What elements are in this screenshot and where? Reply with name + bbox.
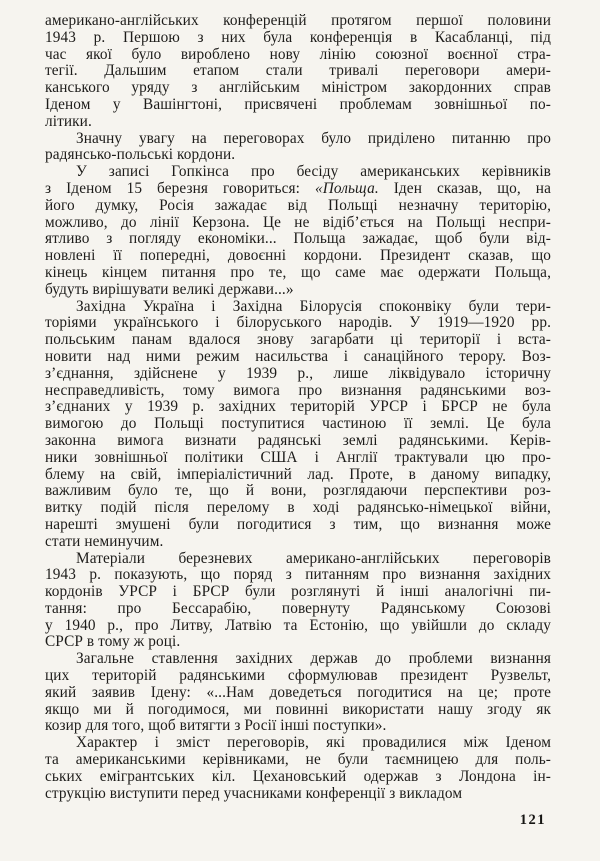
text-line: американо-англійських конференцій протягом першої половини bbox=[45, 13, 551, 29]
text-line: та американськими керівниками, не були таємницею для поль- bbox=[45, 752, 551, 769]
text-line: стати неминучим. bbox=[45, 533, 164, 550]
text-line: польським панам вдалося знову загарбати ці території і вста- bbox=[45, 332, 551, 349]
text-line: Іденом у Вашінгтоні, присвячені проблемам зовнішньої по- bbox=[45, 96, 551, 113]
text-line: будуть вирішувати великі держави...» bbox=[45, 281, 294, 298]
text-line: можливо, до лінії Керзона. Це не відіб’ється на Польщі неспри- bbox=[45, 214, 551, 231]
paragraph bbox=[45, 164, 551, 298]
text-line: струкцію виступити перед учасниками конференції з викладом bbox=[45, 785, 463, 802]
text-line: з’єднаних у 1939 р. західних територій УРСР і БРСР не була bbox=[45, 399, 551, 416]
page-number: 121 bbox=[519, 812, 546, 828]
text-line: цих територій радянськими сформулював президент Рузвельт, bbox=[45, 668, 551, 685]
text-line: Матеріали березневих американо-англійських переговорів bbox=[76, 550, 551, 567]
text-line: важливим було те, що й вони, розглядаючи перспективи роз- bbox=[45, 483, 551, 500]
text-line: ники зовнішньої політики США і Англії трактували цю про- bbox=[45, 449, 551, 466]
text-line: його думку, Росія зажадає від Польщі незначну територію, bbox=[45, 197, 551, 214]
page-number-row bbox=[45, 811, 551, 829]
text-line: новлені її попередні, довоєнні кордони. Президент сказав, що bbox=[45, 248, 551, 265]
text-line: несправедливість, тому вимога про визнання радянськими воз- bbox=[45, 382, 551, 399]
paragraph bbox=[45, 551, 551, 652]
text-line: тання: про Бессарабію, повернуту Радянському Союзові bbox=[45, 600, 551, 617]
paragraph bbox=[45, 131, 551, 165]
text-line: Характер і зміст переговорів, які провадилися між Іденом bbox=[76, 735, 551, 752]
text-line: СРСР в тому ж році. bbox=[45, 634, 181, 651]
text-line: законна вимога визнати радянські землі радянськими. Керів- bbox=[45, 432, 551, 449]
italic-quote-word: «Польща. bbox=[314, 180, 379, 197]
text-line: який заявив Ідену: «...Нам доведеться погодитися на це; проте bbox=[45, 684, 551, 701]
text-line: канського уряду з англійським міністром закордонних справ bbox=[45, 80, 551, 97]
text-line: час якої було вироблено нову лінію союзної воєнної стра- bbox=[45, 46, 551, 63]
text-line: ятливо з погляду економіки... Польща зажадає, щоб були від- bbox=[45, 231, 551, 248]
text-line: кордонів УРСР і БРСР були розглянуті й інші аналогічні пи- bbox=[45, 584, 551, 601]
text-line: 1943 р. Першою з них була конференція в Касабланці, під bbox=[45, 29, 551, 46]
paragraph bbox=[45, 651, 551, 735]
text-line: тегії. Дальшим етапом стали тривалі переговори амери- bbox=[45, 63, 551, 80]
text-line: блему на свій, імперіалістичний лад. Проте, в даному випадку, bbox=[45, 466, 551, 483]
text-line bbox=[45, 181, 551, 198]
text-line: торіями українського і білоруського народів. У 1919—1920 рр. bbox=[45, 315, 551, 332]
text-line: з’єднання, здійснене у 1939 р., лише ліквідувало історичну bbox=[45, 365, 551, 382]
text-line: нарешті змушені були погодитися з тим, що визнання може bbox=[45, 516, 551, 533]
text-line: ських емігрантських кіл. Цехановський одержав з Лондона ін- bbox=[45, 768, 551, 785]
text-segment: з Іденом 15 березня говориться: bbox=[45, 180, 315, 197]
paragraph bbox=[45, 13, 551, 131]
text-line: якщо ми й погодимося, ми повинні використати нашу згоду як bbox=[45, 701, 551, 718]
text-segment: Іден сказав, що, на bbox=[378, 180, 551, 197]
paragraph bbox=[45, 735, 551, 802]
text-line: У записі Гопкінса про бесіду американських керівників bbox=[76, 164, 551, 181]
text-line: новити над ними режим насильства і санаційного терору. Воз- bbox=[45, 348, 551, 365]
text-line: літики. bbox=[45, 113, 92, 130]
text-block bbox=[45, 13, 551, 802]
text-line: кінець кінцем питання про те, що́ саме має одержати Польща, bbox=[45, 264, 551, 281]
text-line: радянсько-польські кордони. bbox=[45, 147, 236, 164]
text-line: Загальне ставлення західних держав до проблеми визнання bbox=[76, 651, 551, 668]
text-line: витку подій після перелому в ході радянсько-німецької війни, bbox=[45, 500, 551, 517]
text-line: 1943 р. показують, що поряд з питанням про визнання західних bbox=[45, 567, 551, 584]
paragraph bbox=[45, 299, 551, 551]
text-line: Значну увагу на переговорах було приділено питанню про bbox=[76, 130, 551, 147]
text-line: вимогою до Польщі поступитися частиною її землі. Це була bbox=[45, 416, 551, 433]
text-line: козир для того, щоб витягти з Росії інші поступки». bbox=[45, 718, 387, 735]
text-line: Західна Україна і Західна Білорусія споконвіку були тери- bbox=[76, 298, 551, 315]
text-line: у 1940 р., про Литву, Латвію та Естонію, що увійшли до складу bbox=[45, 617, 551, 634]
